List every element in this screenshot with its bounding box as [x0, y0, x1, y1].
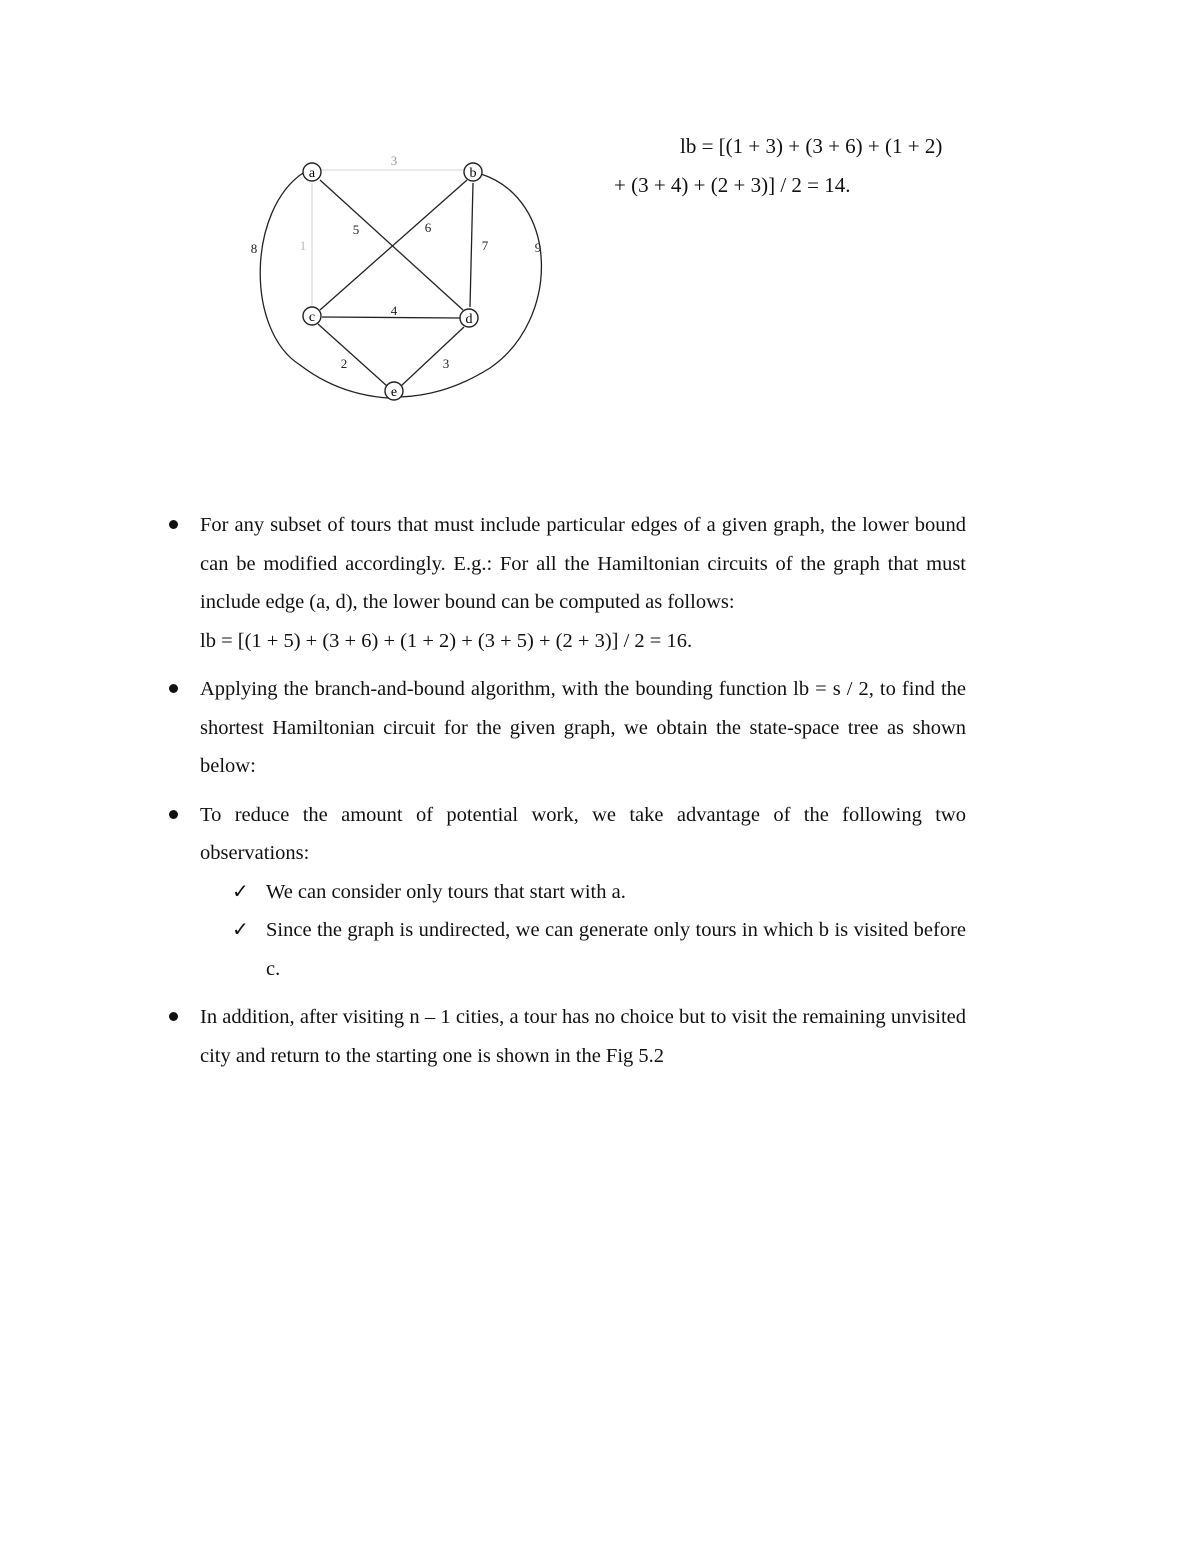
- node-e: [385, 382, 403, 400]
- weight-bd: 7: [481, 238, 489, 253]
- weight-ad: 5: [352, 222, 360, 237]
- svg-text:d: d: [465, 312, 473, 327]
- bullet-text: In addition, after visiting n – 1 cities, a tour has no choice but to visit the remaining unvisited city and return to the starting one is shown in the Fig 5.2: [200, 1006, 966, 1067]
- bullet-formula: lb = [(1 + 5) + (3 + 6) + (1 + 2) + (3 + 5) + (2 + 3)] / 2 = 16.: [200, 629, 693, 652]
- bullet-dot-icon: [169, 684, 178, 693]
- sub-item-text: We can consider only tours that start with a.: [266, 880, 626, 903]
- checkmark-icon: ✓: [232, 919, 249, 941]
- weight-ab: 3: [390, 153, 398, 168]
- edge-a-e: [260, 173, 388, 398]
- weight-bc: 6: [424, 220, 432, 235]
- edge-c-e: [318, 324, 387, 386]
- node-b: [464, 163, 482, 181]
- bullet-dot-icon: [169, 1012, 178, 1021]
- bullet-text: To reduce the amount of potential work, we take advantage of the following two observations:: [200, 803, 966, 864]
- bullet-item: [160, 506, 966, 660]
- sub-item: [200, 873, 966, 912]
- svg-text:a: a: [308, 166, 316, 181]
- bullet-list: [160, 506, 966, 1085]
- graph-nodes: [303, 163, 482, 400]
- bullet-dot-icon: [169, 810, 178, 819]
- svg-text:e: e: [390, 385, 398, 400]
- lower-bound-formula-line1: lb = [(1 + 3) + (3 + 6) + (1 + 2): [680, 134, 943, 158]
- observation-sublist: [200, 873, 966, 989]
- checkmark-icon: ✓: [232, 880, 249, 903]
- bullet-dot-icon: [169, 520, 178, 529]
- bullet-text: For any subset of tours that must include particular edges of a given graph, the lower bound can be modified accordingly. E.g.: For all the Hamiltonian circuits of the graph that must include edge (a, d), the lower bound can be computed as follows:: [200, 514, 966, 613]
- weight-cd: 4: [390, 303, 398, 318]
- weight-ae: 8: [250, 241, 258, 256]
- bullet-item: [160, 998, 966, 1075]
- weight-ac: 1: [299, 238, 307, 253]
- node-a: [303, 163, 321, 181]
- bullet-text: Applying the branch-and-bound algorithm, with the bounding function lb = s / 2, to find the shortest Hamiltonian circuit for the given graph, we obtain the state-space tree as shown below:: [200, 678, 966, 777]
- weight-be: 9: [534, 240, 542, 255]
- node-c: [303, 307, 321, 325]
- svg-text:c: c: [308, 310, 316, 325]
- edge-b-d: [470, 183, 473, 307]
- svg-text:b: b: [469, 166, 477, 181]
- edge-d-e: [401, 327, 464, 386]
- lower-bound-formula-line2: + (3 + 4) + (2 + 3)] / 2 = 14.: [614, 173, 851, 197]
- node-d: [460, 309, 478, 327]
- sub-item: [200, 911, 966, 988]
- weight-ce: 2: [340, 356, 348, 371]
- bullet-item: [160, 796, 966, 989]
- weight-de: 3: [442, 356, 450, 371]
- bullet-item: [160, 670, 966, 786]
- sub-item-text: Since the graph is undirected, we can generate only tours in which b is visited before c.: [266, 919, 966, 980]
- weighted-graph-figure: [240, 140, 560, 410]
